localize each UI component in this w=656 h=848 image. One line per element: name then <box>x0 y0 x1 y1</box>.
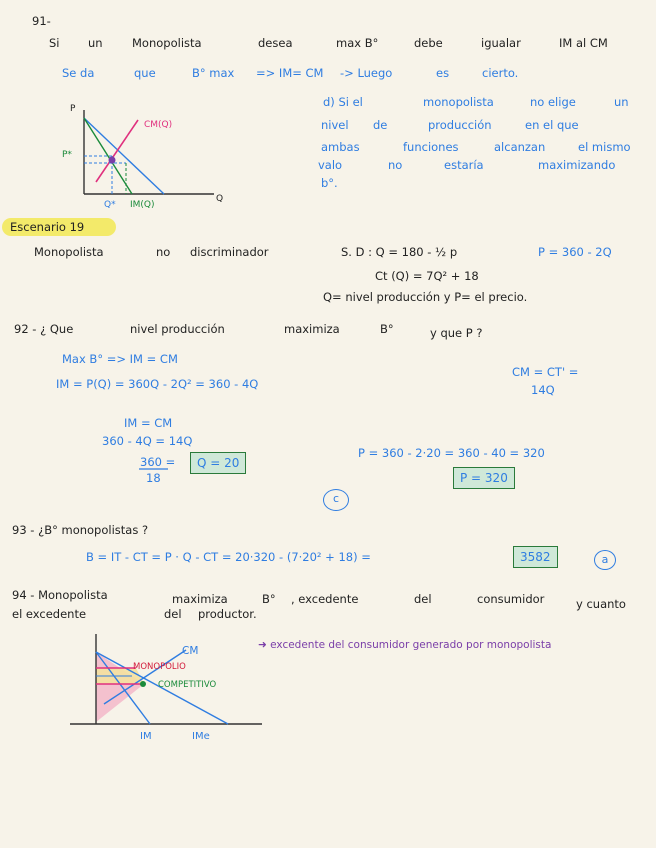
q94-word: consumidor <box>477 592 545 606</box>
q91-line2-word: que <box>134 66 156 80</box>
q91-line2-word: -> Luego <box>340 66 393 80</box>
q91-word: un <box>88 36 103 50</box>
inverse-demand: P = 360 - 2Q <box>538 245 612 259</box>
answer-d-text: funciones <box>403 140 459 154</box>
answer-d-text: ambas <box>321 140 360 154</box>
answer-d-text: monopolista <box>423 95 494 109</box>
q92-work-line: 360 - 4Q = 14Q <box>102 434 193 448</box>
p-axis-label: P <box>70 104 76 114</box>
variable-definitions: Q= nivel producción y P= el precio. <box>323 290 528 304</box>
q91-line2-word: es <box>436 66 450 80</box>
q94-word: B° <box>262 592 276 606</box>
arrow-icon: ➜ <box>258 639 271 651</box>
q91-line2-word: => IM= CM <box>256 66 324 80</box>
q94-word: productor. <box>198 607 257 621</box>
q93-question: 93 - ¿B° monopolistas ? <box>12 523 149 537</box>
q94-word: 94 - Monopolista <box>12 588 108 602</box>
competitivo-label: COMPETITIVO <box>158 680 217 690</box>
q94-word: el excedente <box>12 607 87 621</box>
monopolio-label: MONOPOLIO <box>133 662 186 672</box>
q91-word: Si <box>49 36 60 50</box>
answer-d-text: el mismo <box>578 140 631 154</box>
q94-word: , excedente <box>291 592 359 606</box>
answer-d-text: no elige <box>530 95 576 109</box>
answer-d-text: maximizando <box>538 158 616 172</box>
answer-d-text: de <box>373 118 388 132</box>
q94-word: y cuanto <box>576 597 626 611</box>
profit-result-box: 3582 <box>513 546 558 568</box>
ime-label: IMe <box>192 731 210 742</box>
q-axis-label: Q <box>216 194 224 204</box>
answer-d-text: d) Si el <box>323 95 363 109</box>
answer-d-text: nivel <box>321 118 349 132</box>
q92-word: B° <box>380 322 394 336</box>
q94-word: del <box>164 607 182 621</box>
answer-d-text: no <box>388 158 403 172</box>
im-label-2: IM <box>140 731 152 742</box>
q91-word: debe <box>414 36 443 50</box>
q92-word: maximiza <box>284 322 340 336</box>
scenario-word: Monopolista <box>34 245 104 259</box>
q-result-box: Q = 20 <box>190 452 246 474</box>
answer-d-text: valo <box>318 158 343 172</box>
q91-line2-word: B° max <box>192 66 235 80</box>
q92-work-line: IM = CM <box>124 416 173 430</box>
p-star-label: P* <box>62 150 72 160</box>
q91-number: 91- <box>32 14 51 28</box>
answer-a-circle: a <box>594 550 616 570</box>
answer-c-circle: c <box>323 489 349 511</box>
scenario-label: Escenario 19 <box>10 220 85 234</box>
q91-line2-word: cierto. <box>482 66 519 80</box>
q92-word: nivel producción <box>130 322 225 336</box>
demand-function: S. D : Q = 180 - ½ p <box>341 245 458 259</box>
scenario-word: discriminador <box>190 245 269 259</box>
q91-word: igualar <box>481 36 521 50</box>
q-star-label: Q* <box>104 200 116 210</box>
q92-work-line: 14Q <box>531 383 555 397</box>
cm-label-2: CM <box>182 645 199 657</box>
answer-d-text: estaría <box>444 158 484 172</box>
q92-work-line: 18 <box>146 471 161 485</box>
cost-function: Ct (Q) = 7Q² + 18 <box>375 269 479 283</box>
q92-word: 92 - ¿ Que <box>14 322 74 336</box>
q94-word: del <box>414 592 432 606</box>
q94-word: maximiza <box>172 592 228 606</box>
answer-d-text: alcanzan <box>494 140 546 154</box>
q92-work-line: IM = P(Q) = 360Q - 2Q² = 360 - 4Q <box>56 377 259 391</box>
q91-line2-word: Se da <box>62 66 95 80</box>
scenario-word: no <box>156 245 171 259</box>
q91-word: desea <box>258 36 293 50</box>
answer-d-text: en el que <box>525 118 579 132</box>
im-label: IM(Q) <box>130 200 155 210</box>
q93-formula: B = IT - CT = P · Q - CT = 20·320 - (7·20² + 18) = <box>86 550 371 564</box>
q91-word: Monopolista <box>132 36 202 50</box>
consumer-surplus-note: ➜ excedente del consumidor generado por monopolista <box>258 639 552 651</box>
answer-d-text: producción <box>428 118 492 132</box>
q91-word: max B° <box>336 36 379 50</box>
cm-label: CM(Q) <box>144 120 173 130</box>
p-result-box: P = 320 <box>453 467 515 489</box>
q92-word: y que P ? <box>430 326 483 340</box>
price-calculation: P = 360 - 2·20 = 360 - 40 = 320 <box>358 446 545 460</box>
answer-d-text: un <box>614 95 629 109</box>
q92-work-line: 360 = <box>140 455 176 469</box>
q92-work-line: CM = CT' = <box>512 365 579 379</box>
q91-word: IM al CM <box>559 36 608 50</box>
q92-work-line: Max B° => IM = CM <box>62 352 178 366</box>
answer-d-text: b°. <box>321 176 338 190</box>
